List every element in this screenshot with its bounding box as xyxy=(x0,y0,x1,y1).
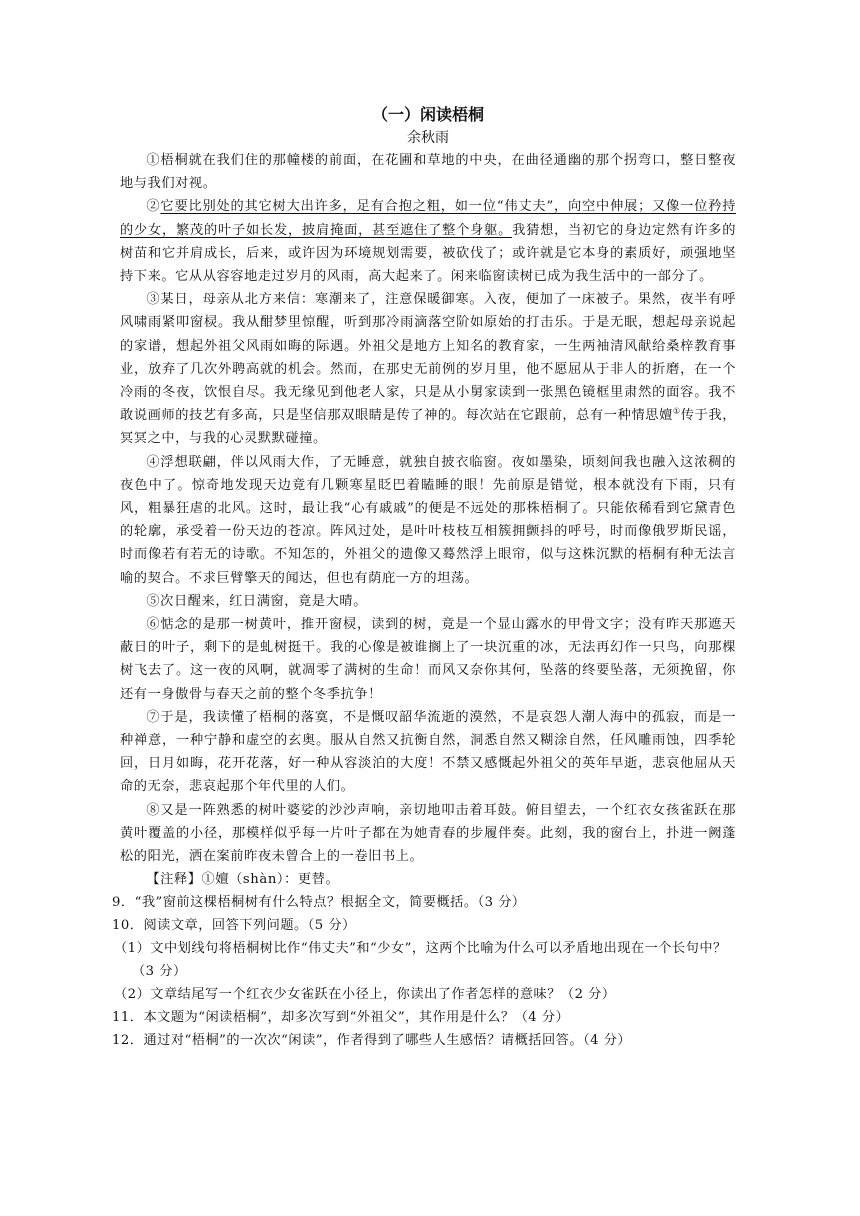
question-10: 10．阅读文章，回答下列问题。（5 分） xyxy=(112,918,356,934)
paragraph-1: ①梧桐就在我们住的那幢楼的前面，在花圃和草地的中央，在曲径通幽的那个拐弯口，整日整夜地与我们对视。 xyxy=(120,153,736,192)
paragraph-7: ⑦于是，我读懂了梧桐的落寞，不是慨叹韶华流逝的漠然，不是哀怨人潮人海中的孤寂，而是一种禅意，一种宁静和虚空的玄奥。服从自然又抗衡自然，洞悉自然又糊涂自然，任风雕雨蚀，四季轮回，日月如晦，花开花落，好一种从容淡泊的大度！不禁又感慨起外祖父的英年早逝，悲哀他屈从天命的无奈，悲哀起那个年代里的人们。 xyxy=(120,709,736,795)
footnote-marker: ① xyxy=(672,406,681,416)
question-9: 9．“我”窗前这棵梧桐树有什么特点？根据全文，简要概括。（3 分） xyxy=(112,895,526,911)
question-12: 12．通过对“梧桐”的一次次“闲读”，作者得到了哪些人生感悟？请概括回答。（4 分） xyxy=(112,1033,632,1049)
exam-page xyxy=(112,103,736,1052)
paragraph-8: ⑧又是一阵熟悉的树叶婆娑的沙沙声响，亲切地叩击着耳鼓。俯目望去，一个红衣女孩雀跃在那黄叶覆盖的小径，那模样似乎每一片叶子都在为她青春的步履伴奏。此刻，我的窗台上，扑进一阙蓬松的阳光，洒在案前昨夜未曾合上的一卷旧书上。 xyxy=(120,802,736,865)
article-title: （一）闲读梧桐 xyxy=(371,105,484,124)
paragraph-3-part-b: 传于我，冥冥之中，与我的心灵默默碰撞。 xyxy=(120,408,736,447)
paragraph-3 xyxy=(120,288,736,450)
paragraph-6: ⑥惦念的是那一树黄叶，推开窗棂，读到的树，竟是一个显山露水的甲骨文字；没有昨天那遮天蔽日的叶子，剩下的是虬树挺干。我的心像是被谁搁上了一块沉重的冰，无法再幻作一只鸟，向那棵树飞去了。这一夜的风啊，就凋零了满树的生命！而风又奈你其何，坠落的终要坠落，无须挽留，你还有一身傲骨与春天之前的整个冬季抗争！ xyxy=(120,617,736,702)
footnote: 【注释】①嬗（shàn）：更替。 xyxy=(146,872,340,888)
article-author: 余秋雨 xyxy=(407,130,449,146)
underlined-sentence: 它要比别处的其它树大出许多，足有合抱之粗，如一位“伟丈夫”，向空中伸展；又像一位矜持的少女，繁茂的叶子如长发，披肩掩面，甚至遮住了整个身躯。 xyxy=(120,199,736,238)
paragraph-2-marker: ② xyxy=(146,199,161,215)
question-10-part-2: （2）文章结尾写一个红衣少女雀跃在小径上，你读出了作者怎样的意味？（2 分） xyxy=(114,987,616,1003)
question-10-part-1: （1）文中划线句将梧桐树比作“伟丈夫”和“少女”，这两个比喻为什么可以矛盾地出现在一个长句中？（3 分） xyxy=(114,941,727,980)
paragraph-2-rest: 我猜想，当初它的身边定然有许多的树苗和它并肩成长，后来，或许因为环境规划需要，被砍伐了；或许就是它本身的素质好，顽强地坚持下来。它从从容容地走过岁月的风雨，高大起来了。闲来临窗读树已成为我生活中的一部分了。 xyxy=(120,222,736,285)
paragraph-2 xyxy=(120,195,736,288)
question-11: 11．本文题为“闲读梧桐”，却多次写到“外祖父”，其作用是什么？（4 分） xyxy=(112,1010,570,1026)
paragraph-3-part-a: ③某日，母亲从北方来信：寒潮来了，注意保暖御寒。入夜，便加了一床被子。果然，夜半有呼风啸雨紧叩窗棂。我从酣梦里惊醒，听到那冷雨滴落空阶如原始的打击乐。于是无眠，想起母亲说起的家谱，想起外祖父风雨如晦的际遇。外祖父是地方上知名的教育家，一生两袖清风献给桑梓教育事业，放弃了几次外聘高就的机会。然而，在那史无前例的岁月里，他不愿屈从于非人的折磨，在一个冷雨的冬夜，饮恨自尽。我无缘见到他老人家，只是从小舅家读到一张黑色镜框里肃然的面容。我不敢说画师的技艺有多高，只是坚信那双眼睛是传了神的。每次站在它跟前，总有一种情思嬗 xyxy=(120,292,736,424)
paragraph-5: ⑤次日醒来，红日满窗，竟是大晴。 xyxy=(146,593,367,609)
paragraph-4: ④浮想联翩，伴以风雨大作，了无睡意，就独自披衣临窗。夜如墨染，顷刻间我也融入这浓稠的夜色中了。惊奇地发现天边竟有几颗寒星眨巴着瞌睡的眼！先前原是错觉，根本就没有下雨，只有风，粗暴狂虐的北风。这时，最让我“心有戚戚”的便是不远处的那株梧桐了。只能依稀看到它黛青色的轮廓，承受着一份天边的苍凉。阵风过处，是叶叶枝枝互相簇拥颤抖的呼号，时而像俄罗斯民谣，时而像若有若无的诗歌。不知怎的，外祖父的遗像又蓦然浮上眼帘，似与这株沉默的梧桐有种无法言喻的契合。不求巨臂擎天的闻达，但也有荫庇一方的坦荡。 xyxy=(120,454,736,586)
